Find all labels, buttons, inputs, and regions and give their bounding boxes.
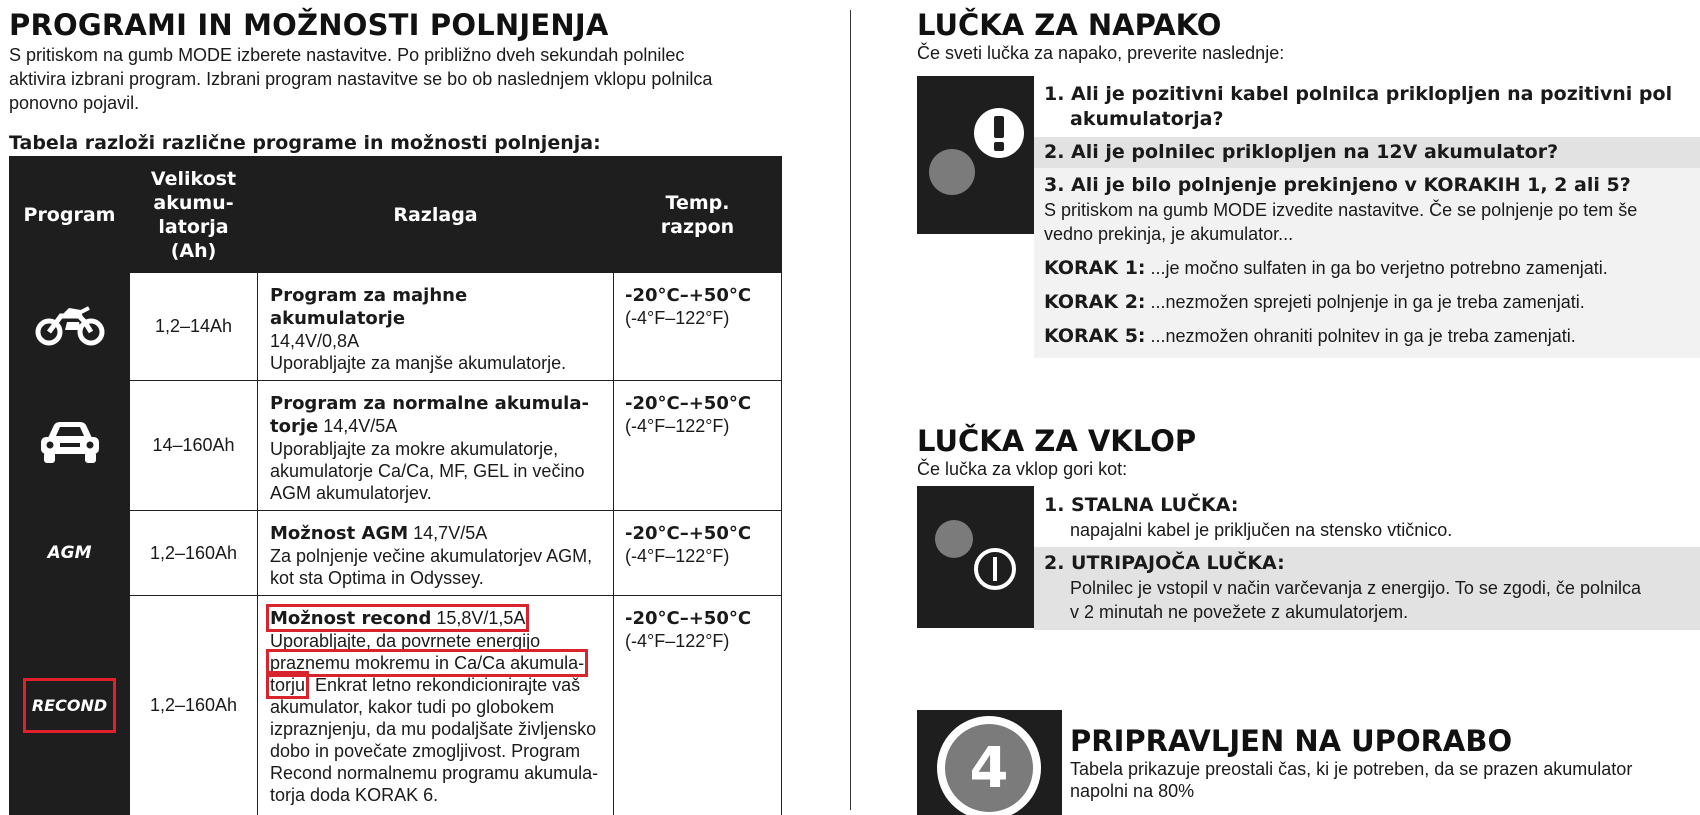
program-cell xyxy=(10,596,130,815)
program-cell xyxy=(10,273,130,381)
korak-1: KORAK 1: ...je močno sulfaten in ga bo verjetno potrebno zamenjati. xyxy=(1044,257,1608,279)
error-checklist xyxy=(917,76,1700,358)
intro-paragraph: S pritiskom na gumb MODE izberete nastavitve. Po približno dveh sekundah polnilec aktivira izbrani program. Izbrani program nastavitve se bo ob naslednjem vklopu polnilca ponovno pojavil. xyxy=(9,45,713,113)
ready-section xyxy=(1070,724,1690,802)
highlight-title: Možnost recond 15,8V/1,5A xyxy=(270,608,526,629)
check-2: 2. Ali je polnilec priklopljen na 12V akumulator? xyxy=(1034,137,1700,168)
table-row xyxy=(10,511,782,596)
power-indicator-block xyxy=(917,486,1034,628)
column-divider xyxy=(850,10,851,810)
header-program: Program xyxy=(10,157,130,273)
highlight-text-1: praznemu mokremu in Ca/Ca akumula- xyxy=(270,653,585,673)
motorcycle-icon xyxy=(35,302,105,346)
battery-size-cell: 1,2–160Ah xyxy=(130,596,258,815)
power-state-2: 2. UTRIPAJOČA LUČKA: xyxy=(1044,552,1285,574)
error-light-intro: Če sveti lučka za napako, preverite naslednje: xyxy=(917,43,1285,63)
error-light-title: LUČKA ZA NAPAKO xyxy=(917,8,1222,42)
temperature-cell: -20°C–+50°C (-4°F–122°F) xyxy=(614,596,782,815)
battery-size-cell: 1,2–14Ah xyxy=(130,273,258,381)
left-column xyxy=(9,8,784,805)
temperature-cell: -20°C–+50°C (-4°F–122°F) xyxy=(614,381,782,511)
power-state-1: 1. STALNA LUČKA: xyxy=(1044,494,1239,516)
header-size: Velikost akumu- latorja (Ah) xyxy=(130,157,258,273)
error-light-section xyxy=(917,8,1677,64)
battery-size-cell: 1,2–160Ah xyxy=(130,511,258,596)
power-icon xyxy=(973,547,1017,591)
power-checklist xyxy=(917,486,1700,630)
highlight-text-2: torju xyxy=(270,675,306,695)
table-row xyxy=(10,596,782,815)
table-header-row xyxy=(10,157,782,273)
recond-label: RECOND xyxy=(26,681,113,730)
battery-size-cell: 14–160Ah xyxy=(130,381,258,511)
check-3-block xyxy=(1034,168,1700,358)
power-light-intro: Če lučka za vklop gori kot: xyxy=(917,459,1128,479)
power-state-2-text: Polnilec je vstopil v način varčevanja z energijo. To se zgodi, če polnilca v 2 minutah ne povežete z akumulatorjem. xyxy=(1070,578,1641,622)
car-icon xyxy=(38,420,102,466)
agm-label: AGM xyxy=(47,543,92,563)
check-1: 1. Ali je pozitivni kabel polnilca priklopljen na pozitivni pol akumulatorja? xyxy=(1044,83,1673,130)
temperature-cell: -20°C–+50°C (-4°F–122°F) xyxy=(614,511,782,596)
header-description: Razlaga xyxy=(258,157,614,273)
temperature-cell: -20°C–+50°C (-4°F–122°F) xyxy=(614,273,782,381)
table-row xyxy=(10,381,782,511)
header-temperature: Temp. razpon xyxy=(614,157,782,273)
exclamation-icon xyxy=(974,108,1024,158)
page-title: PROGRAMI IN MOŽNOSTI POLNJENJA xyxy=(9,8,609,42)
program-cell xyxy=(10,381,130,511)
power-state-2-block xyxy=(1034,547,1700,630)
description-cell: Program za normalne akumula- torje 14,4V/5A Uporabljajte za mokre akumulatorje, akumulatorje Ca/Ca, MF, GEL in večino AGM akumulatorjev. xyxy=(258,381,614,511)
power-state-1-text: napajalni kabel je priključen na stensko vtičnico. xyxy=(1070,520,1453,540)
check-3-text: S pritiskom na gumb MODE izvedite nastavitve. Če se polnjenje po tem še vedno prekinja, je akumulator... xyxy=(1044,200,1638,244)
power-light-title: LUČKA ZA VKLOP xyxy=(917,424,1197,458)
step-block xyxy=(917,710,1062,815)
description-cell: Program za majhne akumulatorje 14,4V/0,8A Uporabljajte za manjše akumulatorje. xyxy=(258,273,614,381)
indicator-light xyxy=(929,149,975,195)
power-checklist-content xyxy=(1034,486,1700,630)
error-checklist-content xyxy=(1034,76,1700,358)
table-row xyxy=(10,273,782,381)
program-cell xyxy=(10,511,130,596)
korak-2: KORAK 2: ...nezmožen sprejeti polnjenje in ga je treba zamenjati. xyxy=(1044,291,1585,313)
error-indicator-block xyxy=(917,76,1034,234)
check-3: 3. Ali je bilo polnjenje prekinjeno v KORAKIH 1, 2 ali 5? xyxy=(1044,174,1631,196)
description-cell: Možnost AGM 14,7V/5A Za polnjenje večine akumulatorjev AGM, kot sta Optima in Odyssey. xyxy=(258,511,614,596)
table-heading: Tabela razloži različne programe in možnosti polnjenja: xyxy=(9,132,601,154)
power-light-section xyxy=(917,424,1196,480)
ready-text: Tabela prikazuje preostali čas, ki je potreben, da se prazen akumulator napolni na 80% xyxy=(1070,759,1633,801)
indicator-light xyxy=(935,520,973,558)
step-number: 4 xyxy=(945,724,1033,812)
description-cell: Možnost recond 15,8V/1,5A Uporabljajte, da povrnete energijo praznemu mokremu in Ca/Ca akumula- torju. Enkrat letno rekondicionirajte vaš akumulator, kakor tudi po globokem izpraznjenju, da mu podaljšate življensko dobo in povečate zmogljivost. Program Recond normalnemu programu akumula- torja doda KORAK 6. xyxy=(258,596,614,815)
programs-table xyxy=(9,156,782,815)
korak-5: KORAK 5: ...nezmožen ohraniti polnitev in ga je treba zamenjati. xyxy=(1044,325,1576,347)
ready-title: PRIPRAVLJEN NA UPORABO xyxy=(1070,724,1513,758)
